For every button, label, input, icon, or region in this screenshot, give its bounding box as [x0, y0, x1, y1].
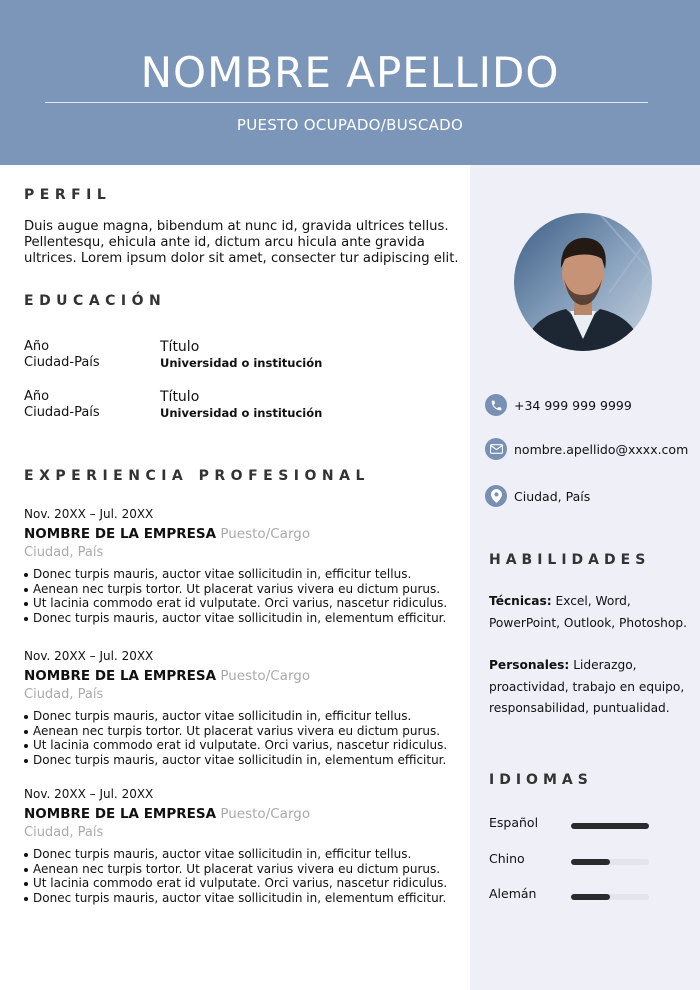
language-level-bar: [571, 859, 649, 865]
email-address: nombre.apellido@xxxx.com: [514, 442, 689, 457]
avatar: [514, 213, 652, 351]
job-bullet: Ut lacinia commodo erat id vulputate. Orci varius, nascetur ridiculus.: [24, 738, 464, 753]
skills-technical: [489, 591, 694, 634]
job-bullet: Ut lacinia commodo erat id vulputate. Orci varius, nascetur ridiculus.: [24, 596, 464, 611]
job-position: Puesto/Cargo: [220, 668, 311, 684]
language-level-fill: [571, 859, 610, 865]
language-item: [489, 886, 659, 906]
section-title-experience: EXPERIENCIA PROFESIONAL: [24, 468, 370, 484]
job-bullet-list: [24, 709, 464, 767]
section-title-education: EDUCACIÓN: [24, 293, 167, 309]
location-pin-icon: [485, 485, 507, 507]
job-bullet: Donec turpis mauris, auctor vitae sollicitudin in, elementum efficitur.: [24, 753, 464, 768]
section-title-profile: PERFIL: [24, 187, 112, 203]
job-bullet: Aenean nec turpis tortor. Ut placerat varius vivera eu dictum purus.: [24, 724, 464, 739]
job-company-line: [24, 805, 464, 824]
education-school: Universidad o institución: [160, 406, 323, 420]
email-icon: [485, 438, 507, 460]
language-level-fill: [571, 823, 649, 829]
header-divider: [45, 102, 648, 103]
job-company-line: [24, 525, 464, 544]
language-name: Español: [489, 815, 539, 830]
job-dates: Nov. 20XX – Jul. 20XX: [24, 649, 154, 663]
job-bullet: Aenean nec turpis tortor. Ut placerat varius vivera eu dictum purus.: [24, 862, 464, 877]
job-bullet: Donec turpis mauris, auctor vitae sollicitudin in, elementum efficitur.: [24, 611, 464, 626]
job-bullet: Ut lacinia commodo erat id vulputate. Orci varius, nascetur ridiculus.: [24, 876, 464, 891]
job-bullet: Donec turpis mauris, auctor vitae sollicitudin in, efficitur tellus.: [24, 847, 464, 862]
job-company: NOMBRE DE LA EMPRESA: [24, 526, 217, 542]
language-name: Chino: [489, 851, 525, 866]
job-location: Ciudad, País: [24, 545, 104, 560]
job-entry: [24, 649, 464, 767]
job-bullet-list: [24, 567, 464, 625]
language-level-bar: [571, 823, 649, 829]
profile-photo: [514, 213, 652, 351]
skills-technical-label: Técnicas:: [489, 594, 552, 608]
language-name: Alemán: [489, 886, 537, 901]
job-bullet: Donec turpis mauris, auctor vitae sollicitudin in, elementum efficitur.: [24, 891, 464, 906]
section-title-skills: HABILIDADES: [489, 552, 651, 568]
language-level-fill: [571, 894, 610, 900]
phone-number: +34 999 999 9999: [514, 398, 632, 413]
contact-phone: [485, 394, 695, 418]
job-bullet-list: [24, 847, 464, 905]
full-name: NOMBRE APELLIDO: [140, 48, 560, 97]
job-entry: [24, 507, 464, 625]
job-bullet: Aenean nec turpis tortor. Ut placerat varius vivera eu dictum purus.: [24, 582, 464, 597]
skills-personal-label: Personales:: [489, 658, 570, 672]
education-year: Año: [24, 389, 50, 404]
profile-text: Duis augue magna, bibendum at nunc id, gravida ultrices tellus. Pellentesqu, ehicula ante id, dictum arcu hicula ante gravida ultrices. Lorem ipsum dolor sit amet, consecter tur adipiscing elit.: [24, 219, 459, 266]
job-company-line: [24, 667, 464, 686]
education-place: Ciudad-País: [24, 355, 100, 370]
job-entry: [24, 787, 464, 905]
section-title-languages: IDIOMAS: [489, 772, 593, 788]
skills-personal: [489, 655, 694, 720]
job-bullet: Donec turpis mauris, auctor vitae sollicitudin in, efficitur tellus.: [24, 709, 464, 724]
job-bullet: Donec turpis mauris, auctor vitae sollicitudin in, efficitur tellus.: [24, 567, 464, 582]
skills-personal-text: Liderazgo, proactividad, trabajo en equipo, responsabilidad, puntualidad.: [489, 658, 685, 715]
job-company: NOMBRE DE LA EMPRESA: [24, 668, 217, 684]
language-level-bar: [571, 894, 649, 900]
education-year: Año: [24, 339, 50, 354]
contact-location: [485, 485, 695, 509]
contact-email: [485, 438, 695, 462]
job-title: PUESTO OCUPADO/BUSCADO: [236, 116, 464, 134]
phone-icon: [485, 394, 507, 416]
language-item: [489, 815, 659, 835]
job-position: Puesto/Cargo: [220, 526, 311, 542]
skills-technical-text: Excel, Word, PowerPoint, Outlook, Photoshop.: [489, 594, 687, 630]
education-degree: Título: [160, 339, 200, 355]
job-position: Puesto/Cargo: [220, 806, 311, 822]
job-dates: Nov. 20XX – Jul. 20XX: [24, 787, 154, 801]
education-school: Universidad o institución: [160, 356, 323, 370]
job-dates: Nov. 20XX – Jul. 20XX: [24, 507, 154, 521]
language-item: [489, 851, 659, 871]
location-text: Ciudad, País: [514, 489, 591, 504]
education-place: Ciudad-País: [24, 405, 100, 420]
job-location: Ciudad, País: [24, 825, 104, 840]
education-degree: Título: [160, 389, 200, 405]
job-location: Ciudad, País: [24, 687, 104, 702]
job-company: NOMBRE DE LA EMPRESA: [24, 806, 217, 822]
